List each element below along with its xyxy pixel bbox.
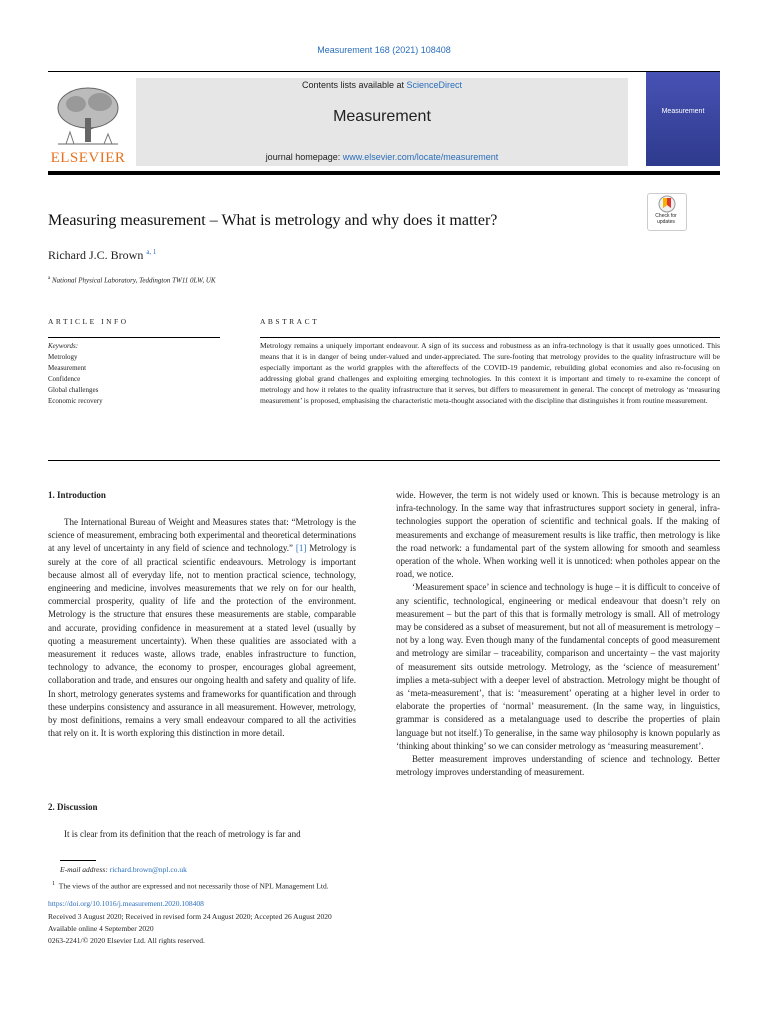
- article-info-rule: [48, 337, 220, 338]
- intro-heading: 1. Introduction: [48, 490, 106, 500]
- intro-paragraph: [48, 516, 356, 740]
- journal-cover-title: Measurement: [661, 108, 705, 115]
- check-updates-label: Check for updates: [655, 213, 677, 225]
- footnote-rule: [60, 860, 96, 861]
- publisher-wordmark: ELSEVIER: [50, 150, 126, 166]
- footnote-text: The views of the author are expressed and not necessarily those of NPL Management Ltd.: [58, 881, 329, 891]
- intro-text-a: The International Bureau of Weight and Measures states that: “Metrology is the science of measurement, embracing both experimental and theoretical determinations at any level of uncertainty in any field of science and technology.”: [48, 517, 356, 554]
- intro-text-b: Metrology is surely at the core of all practical scientific endeavours. Metrology is important because almost all of everyday life, not to mention practical science, technology, engineering and medicine, involves measurements that we rely on for our health, commercial prosperity, quality of life and the protection of the environment. Metrology is the structure that ensures these measurements are stable, comparable and accurate, providing confidence in measurement at a stated level (usually by quoting a measurement uncertainty). When these qualities are associated with a measurement it reduces waste, allows trade, enables infrastructure to function, technology to advance, the economy to prosper, encourages global agreement, collaboration and trade, and ensures our ongoing health and safety and quality of life. In short, metrology generates systems and frameworks for quantification and through these underpins consistency and assurance in all measurement. However, metrology, by most definitions, remains a very small endeavour compared to all the activities that rely on it. It is worth exploring this distinction in more detail.: [48, 543, 357, 739]
- received-dates: Received 3 August 2020; Received in revised form 24 August 2020; Accepted 26 August 2020: [48, 912, 332, 921]
- online-date: Available online 4 September 2020: [48, 924, 154, 933]
- article-info-heading: ARTICLE INFO: [48, 317, 129, 326]
- check-updates-icon: [648, 194, 686, 214]
- keyword-item: Global challenges: [48, 386, 99, 394]
- abstract-rule: [260, 337, 720, 338]
- keywords-label: Keywords:: [48, 342, 79, 350]
- author-name: Richard J.C. Brown: [48, 248, 144, 262]
- keyword-item: Economic recovery: [48, 397, 103, 405]
- journal-name: Measurement: [333, 108, 431, 125]
- discussion-heading: 2. Discussion: [48, 802, 98, 812]
- header-bottom-rule: [48, 171, 720, 175]
- discussion-body: [48, 828, 356, 841]
- right-paragraph-3: Better measurement improves understanding of science and technology. Better metrology improves understanding of measurement.: [396, 754, 720, 778]
- views-footnote: [52, 878, 329, 892]
- intro-body: [48, 516, 356, 740]
- homepage-link[interactable]: www.elsevier.com/locate/measurement: [342, 152, 499, 162]
- abstract-heading: ABSTRACT: [260, 317, 320, 326]
- keyword-item: Confidence: [48, 375, 81, 383]
- sciencedirect-link[interactable]: ScienceDirect: [406, 80, 463, 90]
- affiliation-text: National Physical Laboratory, Teddington TW11 0LW, UK: [51, 276, 216, 285]
- doi-link[interactable]: https://doi.org/10.1016/j.measurement.2020.108408: [48, 899, 204, 908]
- homepage-line: [136, 152, 628, 162]
- affiliation-superscript: a: [48, 276, 51, 281]
- check-for-updates-button[interactable]: [647, 193, 687, 231]
- contents-line: [136, 80, 628, 90]
- right-paragraph-2: ‘Measurement space’ in science and technology is huge – it is difficult to conceive of any scientific, technological, engineering or medical endeavour that doesn’t rely on measurement – but the part of this that is formally metrology is small. All of metrology may be considered as a subset of measurement, but not all of measurement is metrology – not by a long way. Even though many of the fundamental concepts of good measurement and metrology are similar – traceability, comparison and uncertainty – the vast majority of measurement sits outside metrology. Metrology, as the ‘science of measurement’ implies a meta-subject with a deeper level of abstraction. Metrology might be thought of as ‘meta-measurement’, that is: ‘measurement’ operating at a higher level in order to elaborate the properties of ‘normal’ measurement. (In the same way, in linguistics, grammar is considered as a metalanguage used to describe the properties of plain language but not itself.) To generalise, in the same way philosophy is known popularly as ‘thinking about thinking’ so we can consider metrology as ‘measuring measurement’.: [396, 582, 720, 751]
- journal-cover-image[interactable]: [646, 72, 720, 166]
- author-line: [48, 248, 156, 263]
- keyword-item: Metrology: [48, 353, 78, 361]
- footnote-marker: 1: [52, 880, 56, 887]
- homepage-prefix: journal homepage:: [265, 152, 343, 162]
- copyright-line: 0263-2241/© 2020 Elsevier Ltd. All rights reserved.: [48, 936, 205, 945]
- abstract-text: Metrology remains a uniquely important endeavour. A sign of its success and robustness as an infra-technology is that it usually goes unnoticed. This means that it is in danger of being under-valued and under-appreciated. The sure-footing that metrology provides to the quality infrastructure will be especially important as the world grapples with the aftereffects of the COVID-19 pandemic, rebuilding global economies and also re-focusing on addressing global grand challenges and exploiting emerging technologies. In this context it is important and timely to re-examine the concept of metrology and how it relates to the quality infrastructure that it serves, but differs to measurement in general. The concept of metrology as ‘measuring measurement’ is proposed, emphasising the characteristic meta-thought associated with the discipline that distinguishes it from routine measurement.: [260, 341, 720, 406]
- affiliation: [48, 276, 216, 284]
- contents-prefix: Contents lists available at: [301, 80, 407, 90]
- journal-reference-link[interactable]: Measurement 168 (2021) 108408: [317, 45, 451, 55]
- keyword-item: Measurement: [48, 364, 87, 372]
- right-column-body: [396, 489, 720, 779]
- discussion-paragraph: It is clear from its definition that the reach of metrology is far and: [64, 829, 301, 839]
- reference-1-link[interactable]: [1]: [295, 543, 307, 554]
- abstract-bottom-rule: [48, 460, 720, 461]
- article-title: Measuring measurement – What is metrology and why does it matter?: [48, 212, 498, 229]
- email-link[interactable]: richard.brown@npl.co.uk: [109, 865, 187, 874]
- header-top-rule: [48, 71, 720, 72]
- email-label: E-mail address:: [60, 865, 108, 874]
- keywords-list: [48, 341, 103, 407]
- author-superscript-link[interactable]: a, 1: [146, 248, 157, 256]
- email-footnote: [60, 864, 187, 875]
- right-paragraph-1: wide. However, the term is not widely used or known. This is because metrology is an infra-technology. In the same way that infrastructures support society in general, infra-technologies support the operation of scientific and technical goals. If the making of measurements and exchange of measurement results is like traffic, then metrology is like the road network: a fundamental part of the system allowing for smooth and seamless operation of the whole. When working well it is unnoticed: when potholes appear on the road, we notice.: [396, 490, 720, 580]
